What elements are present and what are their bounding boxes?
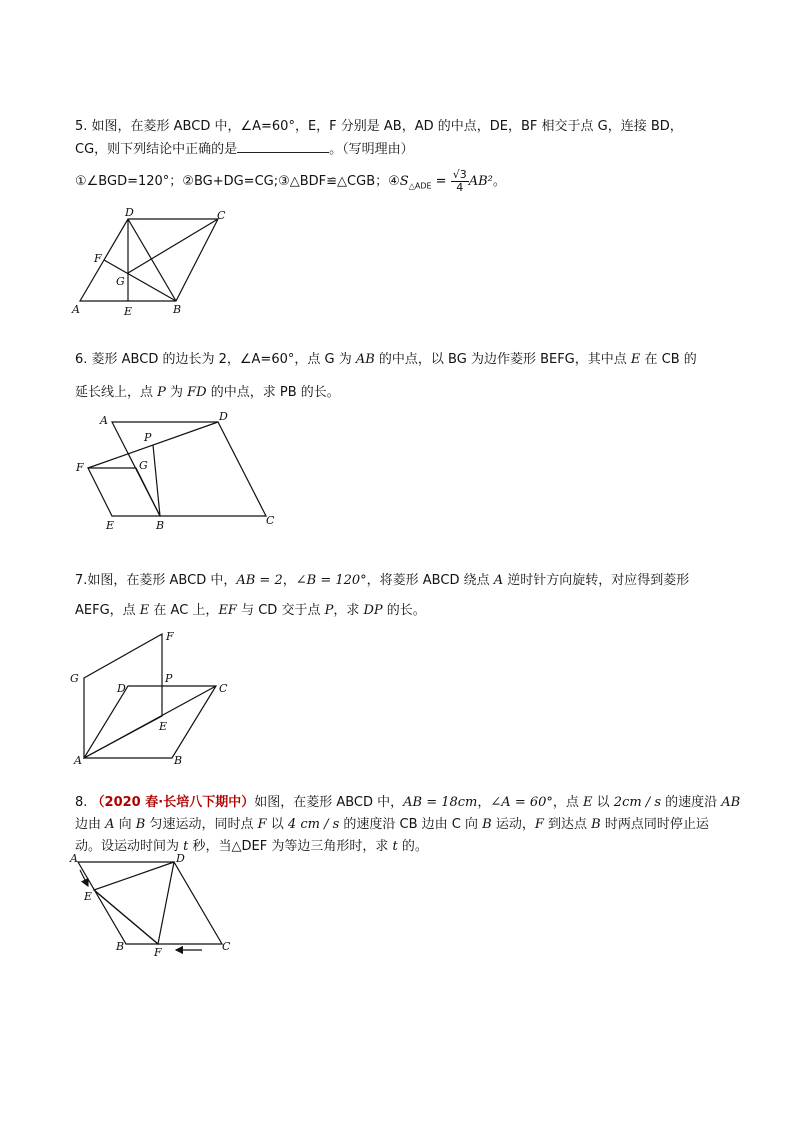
q8-angle-a: ∠A = 60° xyxy=(490,795,553,810)
q8-point: B xyxy=(482,817,492,832)
q8-line2-part: 边由 xyxy=(75,817,106,832)
q8-line3-part: 的。 xyxy=(397,839,428,854)
fraction-numerator: √3 xyxy=(452,168,467,181)
q7-diagonal-ac xyxy=(84,686,216,758)
q6-label-g: G xyxy=(139,459,148,472)
q6-seg-fd: FD xyxy=(187,385,207,400)
q8-rhombus-abcd xyxy=(78,862,222,944)
q7-angle-b: ∠B = 120° xyxy=(295,573,367,588)
q7-line1-part: ， xyxy=(282,573,296,588)
q5-options xyxy=(75,168,506,201)
q6-rhombus-abcd xyxy=(112,422,266,516)
q8-point: B xyxy=(591,817,601,832)
q8-source-tag: （2020 春·长培八下期中） xyxy=(91,795,255,810)
q8-line2-part: 的速度沿 CB 边由 C 向 xyxy=(339,817,483,832)
q7-label-p: P xyxy=(165,672,173,685)
q6-line2-part: 的中点，求 PB 的长。 xyxy=(206,385,340,400)
q8-var-t: t xyxy=(392,839,398,854)
q6-line2-part: 为 xyxy=(165,385,188,400)
q5-text-line1: 5. 如图，在菱形 ABCD 中，∠A=60°，E，F 分别是 AB，AD 的中点，DE，BF 相交于点 G，连接 BD， xyxy=(75,119,683,134)
q7-label-c: C xyxy=(219,682,228,695)
area-subscript: △ADE xyxy=(408,181,432,191)
q8-text-line1 xyxy=(75,794,740,812)
q8-line1-part: ，点 xyxy=(552,795,584,810)
q7-line1-part: ，将菱形 ABCD 绕点 xyxy=(366,573,494,588)
q6-label-f: F xyxy=(76,461,84,474)
q7-label-d: D xyxy=(117,682,126,695)
q7-label-b: B xyxy=(174,754,183,767)
q8-line3-part: 动。设运动时间为 xyxy=(75,839,184,854)
q6-label-p: P xyxy=(144,431,152,444)
q5-label-c: C xyxy=(217,209,226,222)
q8-seg-ab: AB xyxy=(721,795,741,810)
q6-line1-part: 6. 菱形 ABCD 的边长为 2，∠A=60°，点 G 为 xyxy=(75,352,356,367)
q8-text-line2 xyxy=(75,816,709,834)
q7-rotation-figure xyxy=(70,626,240,771)
q5-options-text: ①∠BGD=120°；②BG+DG=CG;③△BDF≌△CGB；④ xyxy=(75,174,400,189)
q5-rhombus-figure xyxy=(70,205,240,320)
q5-label-d: D xyxy=(125,206,134,219)
q5-label-f: F xyxy=(94,252,102,265)
q8-label-c: C xyxy=(222,940,231,953)
q7-label-a: A xyxy=(74,754,82,767)
answer-blank[interactable] xyxy=(237,140,329,153)
q8-line1-part: 如图，在菱形 ABCD 中， xyxy=(254,795,404,810)
q7-line2-part: 在 AC 上， xyxy=(149,603,219,618)
q8-label-f: F xyxy=(154,946,162,959)
q8-line2-part: 时两点同时停止运 xyxy=(600,817,709,832)
q6-text-line2 xyxy=(75,384,340,402)
q6-label-a: A xyxy=(100,414,108,427)
q7-label-f: F xyxy=(166,630,174,643)
q7-point-a: A xyxy=(493,573,504,588)
q6-line1-part: 的中点，以 BG 为边作菱形 BEFG，其中点 xyxy=(374,352,631,367)
q6-label-b: B xyxy=(156,519,165,532)
q8-line2-part: 到达点 xyxy=(543,817,592,832)
q8-moving-points-figure xyxy=(66,852,241,962)
q7-label-e: E xyxy=(159,720,168,733)
q6-line1-part: 在 CB 的 xyxy=(640,352,697,367)
q7-line1-part: 7.如图，在菱形 ABCD 中， xyxy=(75,573,237,588)
q6-rhombus-figure xyxy=(70,408,285,533)
q6-point-p: P xyxy=(157,385,166,400)
q8-line2-part: 以 xyxy=(266,817,288,832)
q8-triangle-def xyxy=(94,862,174,944)
q5-line2-prefix: CG，则下列结论中正确的是 xyxy=(75,142,238,157)
q5-label-g: G xyxy=(116,275,125,288)
q7-point-e: E xyxy=(139,603,150,618)
q8-line1-part: 的速度沿 xyxy=(661,795,722,810)
q6-point-e: E xyxy=(630,352,641,367)
q5-label-a: A xyxy=(72,303,80,316)
q6-label-c: C xyxy=(266,514,275,527)
q6-text-line1 xyxy=(75,351,697,369)
q7-ab-value: AB = 2 xyxy=(236,573,283,588)
q7-line2-part: AEFG，点 xyxy=(75,603,140,618)
q8-point-e: E xyxy=(583,795,593,810)
q5-label-e: E xyxy=(124,305,133,318)
q7-text-line1 xyxy=(75,572,689,590)
q8-speed-f: 4 cm / s xyxy=(287,817,340,832)
q5-segment-db xyxy=(128,219,176,301)
q7-seg-ef: EF xyxy=(218,603,237,618)
q7-line1-part: 逆时针方向旋转，对应得到菱形 xyxy=(503,573,690,588)
q8-label-b: B xyxy=(116,940,125,953)
q6-seg-ab: AB xyxy=(355,352,375,367)
q8-ab-value: AB = 18cm xyxy=(403,795,478,810)
q7-line2-part: 与 CD 交于点 xyxy=(236,603,325,618)
q7-seg-dp: DP xyxy=(363,603,383,618)
q5-text-line2 xyxy=(75,140,414,159)
q8-number: 8. xyxy=(75,795,92,810)
q8-var-t: t xyxy=(183,839,189,854)
q6-label-e: E xyxy=(106,519,115,532)
q8-line2-part: 向 xyxy=(114,817,136,832)
q7-line2-part: ，求 xyxy=(333,603,364,618)
q8-point: B xyxy=(135,817,146,832)
q8-label-e: E xyxy=(84,890,93,903)
q6-line2-part: 延长线上，点 xyxy=(75,385,158,400)
q8-line1-part: ， xyxy=(477,795,491,810)
q7-text-line2 xyxy=(75,602,426,620)
q5-period: 。 xyxy=(492,174,506,189)
q7-point-p: P xyxy=(324,603,334,618)
q8-point: F xyxy=(534,817,544,832)
q5-line2-suffix: 。（写明理由） xyxy=(329,142,414,157)
q8-line3-part: 秒，当△DEF 为等边三角形时，求 xyxy=(188,839,393,854)
fraction-denominator: 4 xyxy=(456,181,464,194)
q8-label-d: D xyxy=(176,852,185,865)
q5-label-b: B xyxy=(173,303,182,316)
area-symbol: S xyxy=(399,174,409,189)
q6-rhombus-befg xyxy=(88,468,160,516)
q8-speed-e: 2cm / s xyxy=(613,795,661,810)
q7-line2-part: 的长。 xyxy=(382,603,426,618)
equals-sign: = xyxy=(431,174,451,189)
q8-point: F xyxy=(257,817,267,832)
q8-point: A xyxy=(105,817,115,832)
q8-line2-part: 运动， xyxy=(491,817,535,832)
q7-label-g: G xyxy=(70,672,79,685)
q8-label-a: A xyxy=(70,852,78,865)
q6-label-d: D xyxy=(219,410,228,423)
q8-segment-ef-helper xyxy=(94,890,158,944)
ab-squared: AB² xyxy=(468,174,493,189)
q8-line2-part: 匀速运动，同时点 xyxy=(145,817,258,832)
sqrt3-over-4-fraction xyxy=(451,169,469,194)
q8-line1-part: 以 xyxy=(592,795,614,810)
